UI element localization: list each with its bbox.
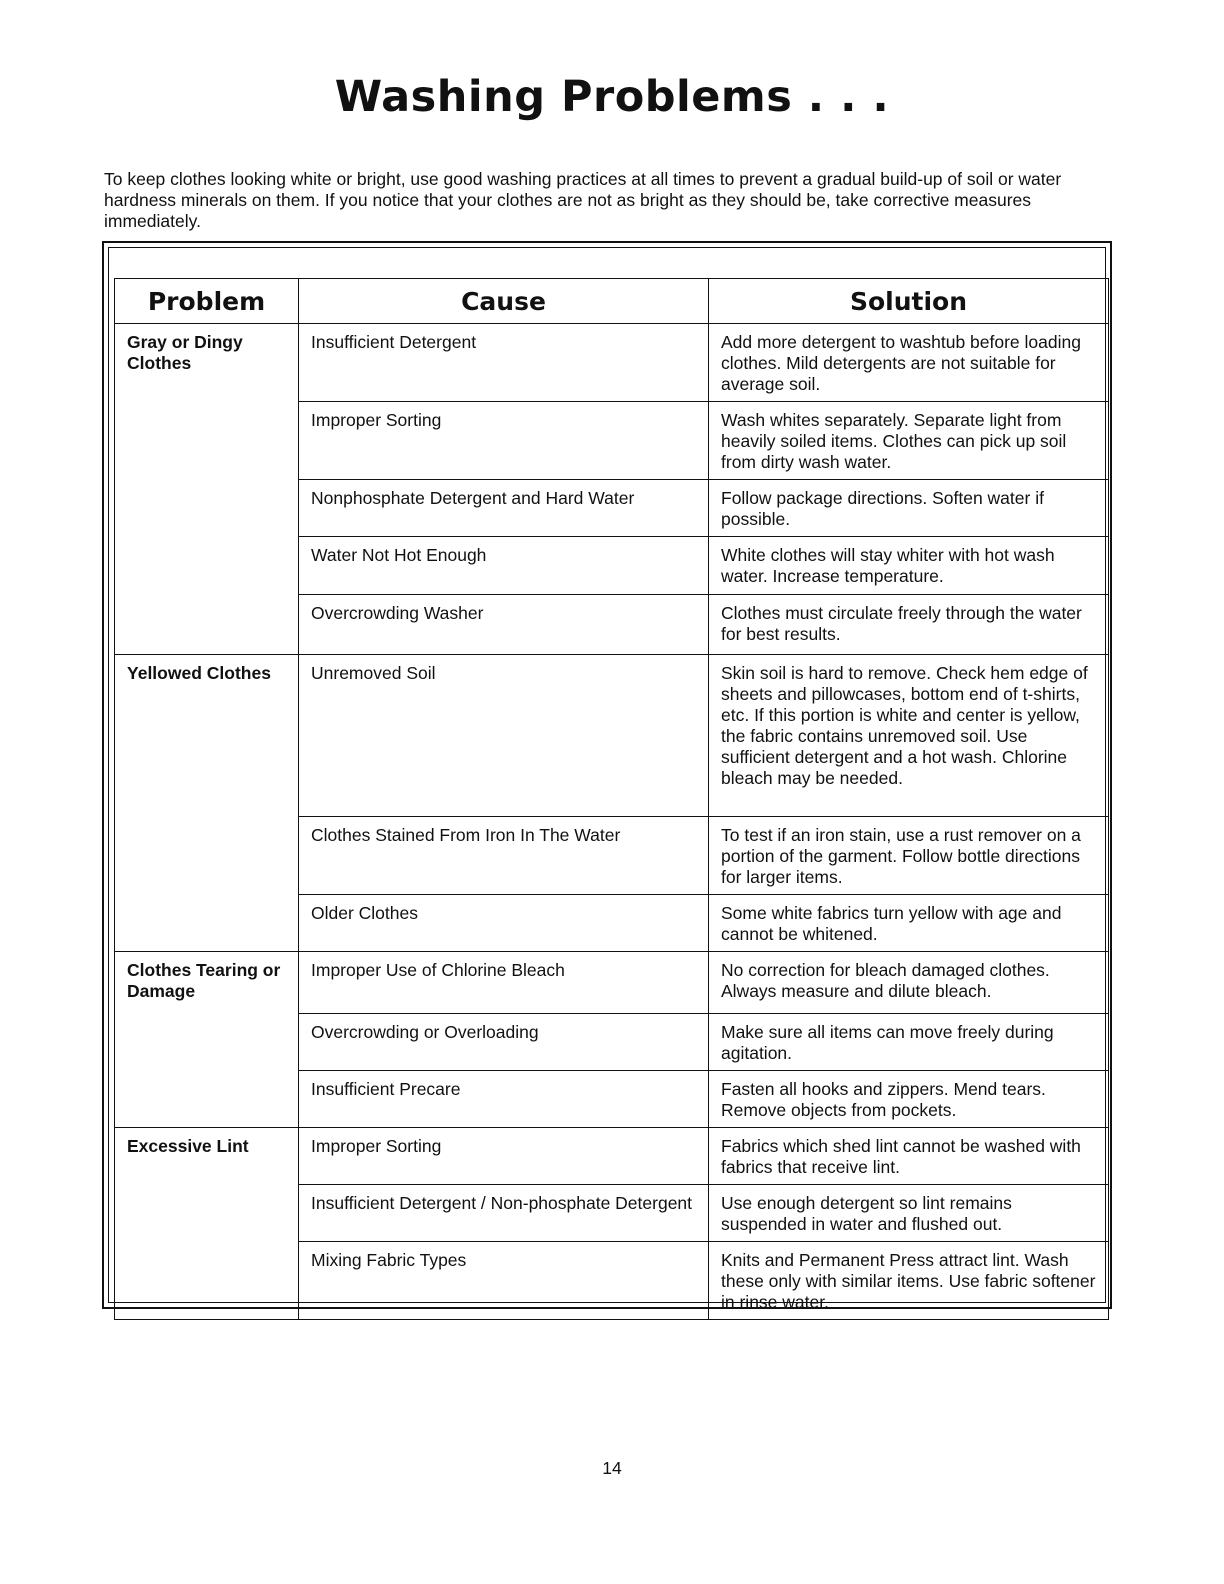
table-row <box>115 952 1109 1014</box>
solution-cell: Knits and Permanent Press attract lint. Wash these only with similar items. Use fabric softener in rinse water. <box>709 1242 1109 1320</box>
cause-cell: Overcrowding or Overloading <box>299 1014 709 1071</box>
solution-cell: To test if an iron stain, use a rust remover on a portion of the garment. Follow bottle directions for larger items. <box>709 817 1109 895</box>
table-header-row <box>115 279 1109 324</box>
cause-cell: Insufficient Detergent / Non-phosphate Detergent <box>299 1185 709 1242</box>
solution-cell: Fabrics which shed lint cannot be washed with fabrics that receive lint. <box>709 1128 1109 1185</box>
cause-cell: Improper Sorting <box>299 402 709 480</box>
intro-paragraph: To keep clothes looking white or bright, use good washing practices at all times to prevent a gradual build-up of soil or water hardness minerals on them. If you notice that your clothes are not as bright as they should be, take corrective measures immediately. <box>104 169 1062 231</box>
cause-cell: Unremoved Soil <box>299 655 709 817</box>
solution-cell: Add more detergent to washtub before loading clothes. Mild detergents are not suitable for average soil. <box>709 324 1109 402</box>
solution-cell: No correction for bleach damaged clothes. Always measure and dilute bleach. <box>709 952 1109 1014</box>
problem-cell: Excessive Lint <box>115 1128 299 1320</box>
solution-cell: Follow package directions. Soften water if possible. <box>709 480 1109 537</box>
page-title: Washing Problems . . . <box>334 72 890 122</box>
header-solution: Solution <box>709 279 1109 324</box>
problem-cell: Clothes Tearing or Damage <box>115 952 299 1128</box>
cause-cell: Mixing Fabric Types <box>299 1242 709 1320</box>
solution-cell: Clothes must circulate freely through the water for best results. <box>709 595 1109 655</box>
header-cause: Cause <box>299 279 709 324</box>
solution-cell: Some white fabrics turn yellow with age and cannot be whitened. <box>709 895 1109 952</box>
cause-cell: Nonphosphate Detergent and Hard Water <box>299 480 709 537</box>
cause-cell: Insufficient Detergent <box>299 324 709 402</box>
problem-cell: Yellowed Clothes <box>115 655 299 952</box>
cause-cell: Overcrowding Washer <box>299 595 709 655</box>
cause-cell: Water Not Hot Enough <box>299 537 709 595</box>
cause-cell: Insufficient Precare <box>299 1071 709 1128</box>
solution-cell: Wash whites separately. Separate light from heavily soiled items. Clothes can pick up soil from dirty wash water. <box>709 402 1109 480</box>
header-problem: Problem <box>115 279 299 324</box>
solution-cell: Make sure all items can move freely during agitation. <box>709 1014 1109 1071</box>
table-row <box>115 324 1109 402</box>
solution-cell: Fasten all hooks and zippers. Mend tears. Remove objects from pockets. <box>709 1071 1109 1128</box>
troubleshooting-table-frame <box>102 241 1112 1312</box>
problem-cell: Gray or Dingy Clothes <box>115 324 299 655</box>
cause-cell: Clothes Stained From Iron In The Water <box>299 817 709 895</box>
solution-cell: Skin soil is hard to remove. Check hem edge of sheets and pillowcases, bottom end of t-shirts, etc. If this portion is white and center is yellow, the fabric contains unremoved soil. Use sufficient detergent and a hot wash. Chlorine bleach may be needed. <box>709 655 1109 817</box>
troubleshooting-table <box>114 278 1109 1320</box>
solution-cell: Use enough detergent so lint remains suspended in water and flushed out. <box>709 1185 1109 1242</box>
cause-cell: Older Clothes <box>299 895 709 952</box>
cause-cell: Improper Sorting <box>299 1128 709 1185</box>
table-row <box>115 655 1109 817</box>
solution-cell: White clothes will stay whiter with hot wash water. Increase temperature. <box>709 537 1109 595</box>
page-number: 14 <box>602 1458 622 1478</box>
cause-cell: Improper Use of Chlorine Bleach <box>299 952 709 1014</box>
table-row <box>115 1128 1109 1185</box>
